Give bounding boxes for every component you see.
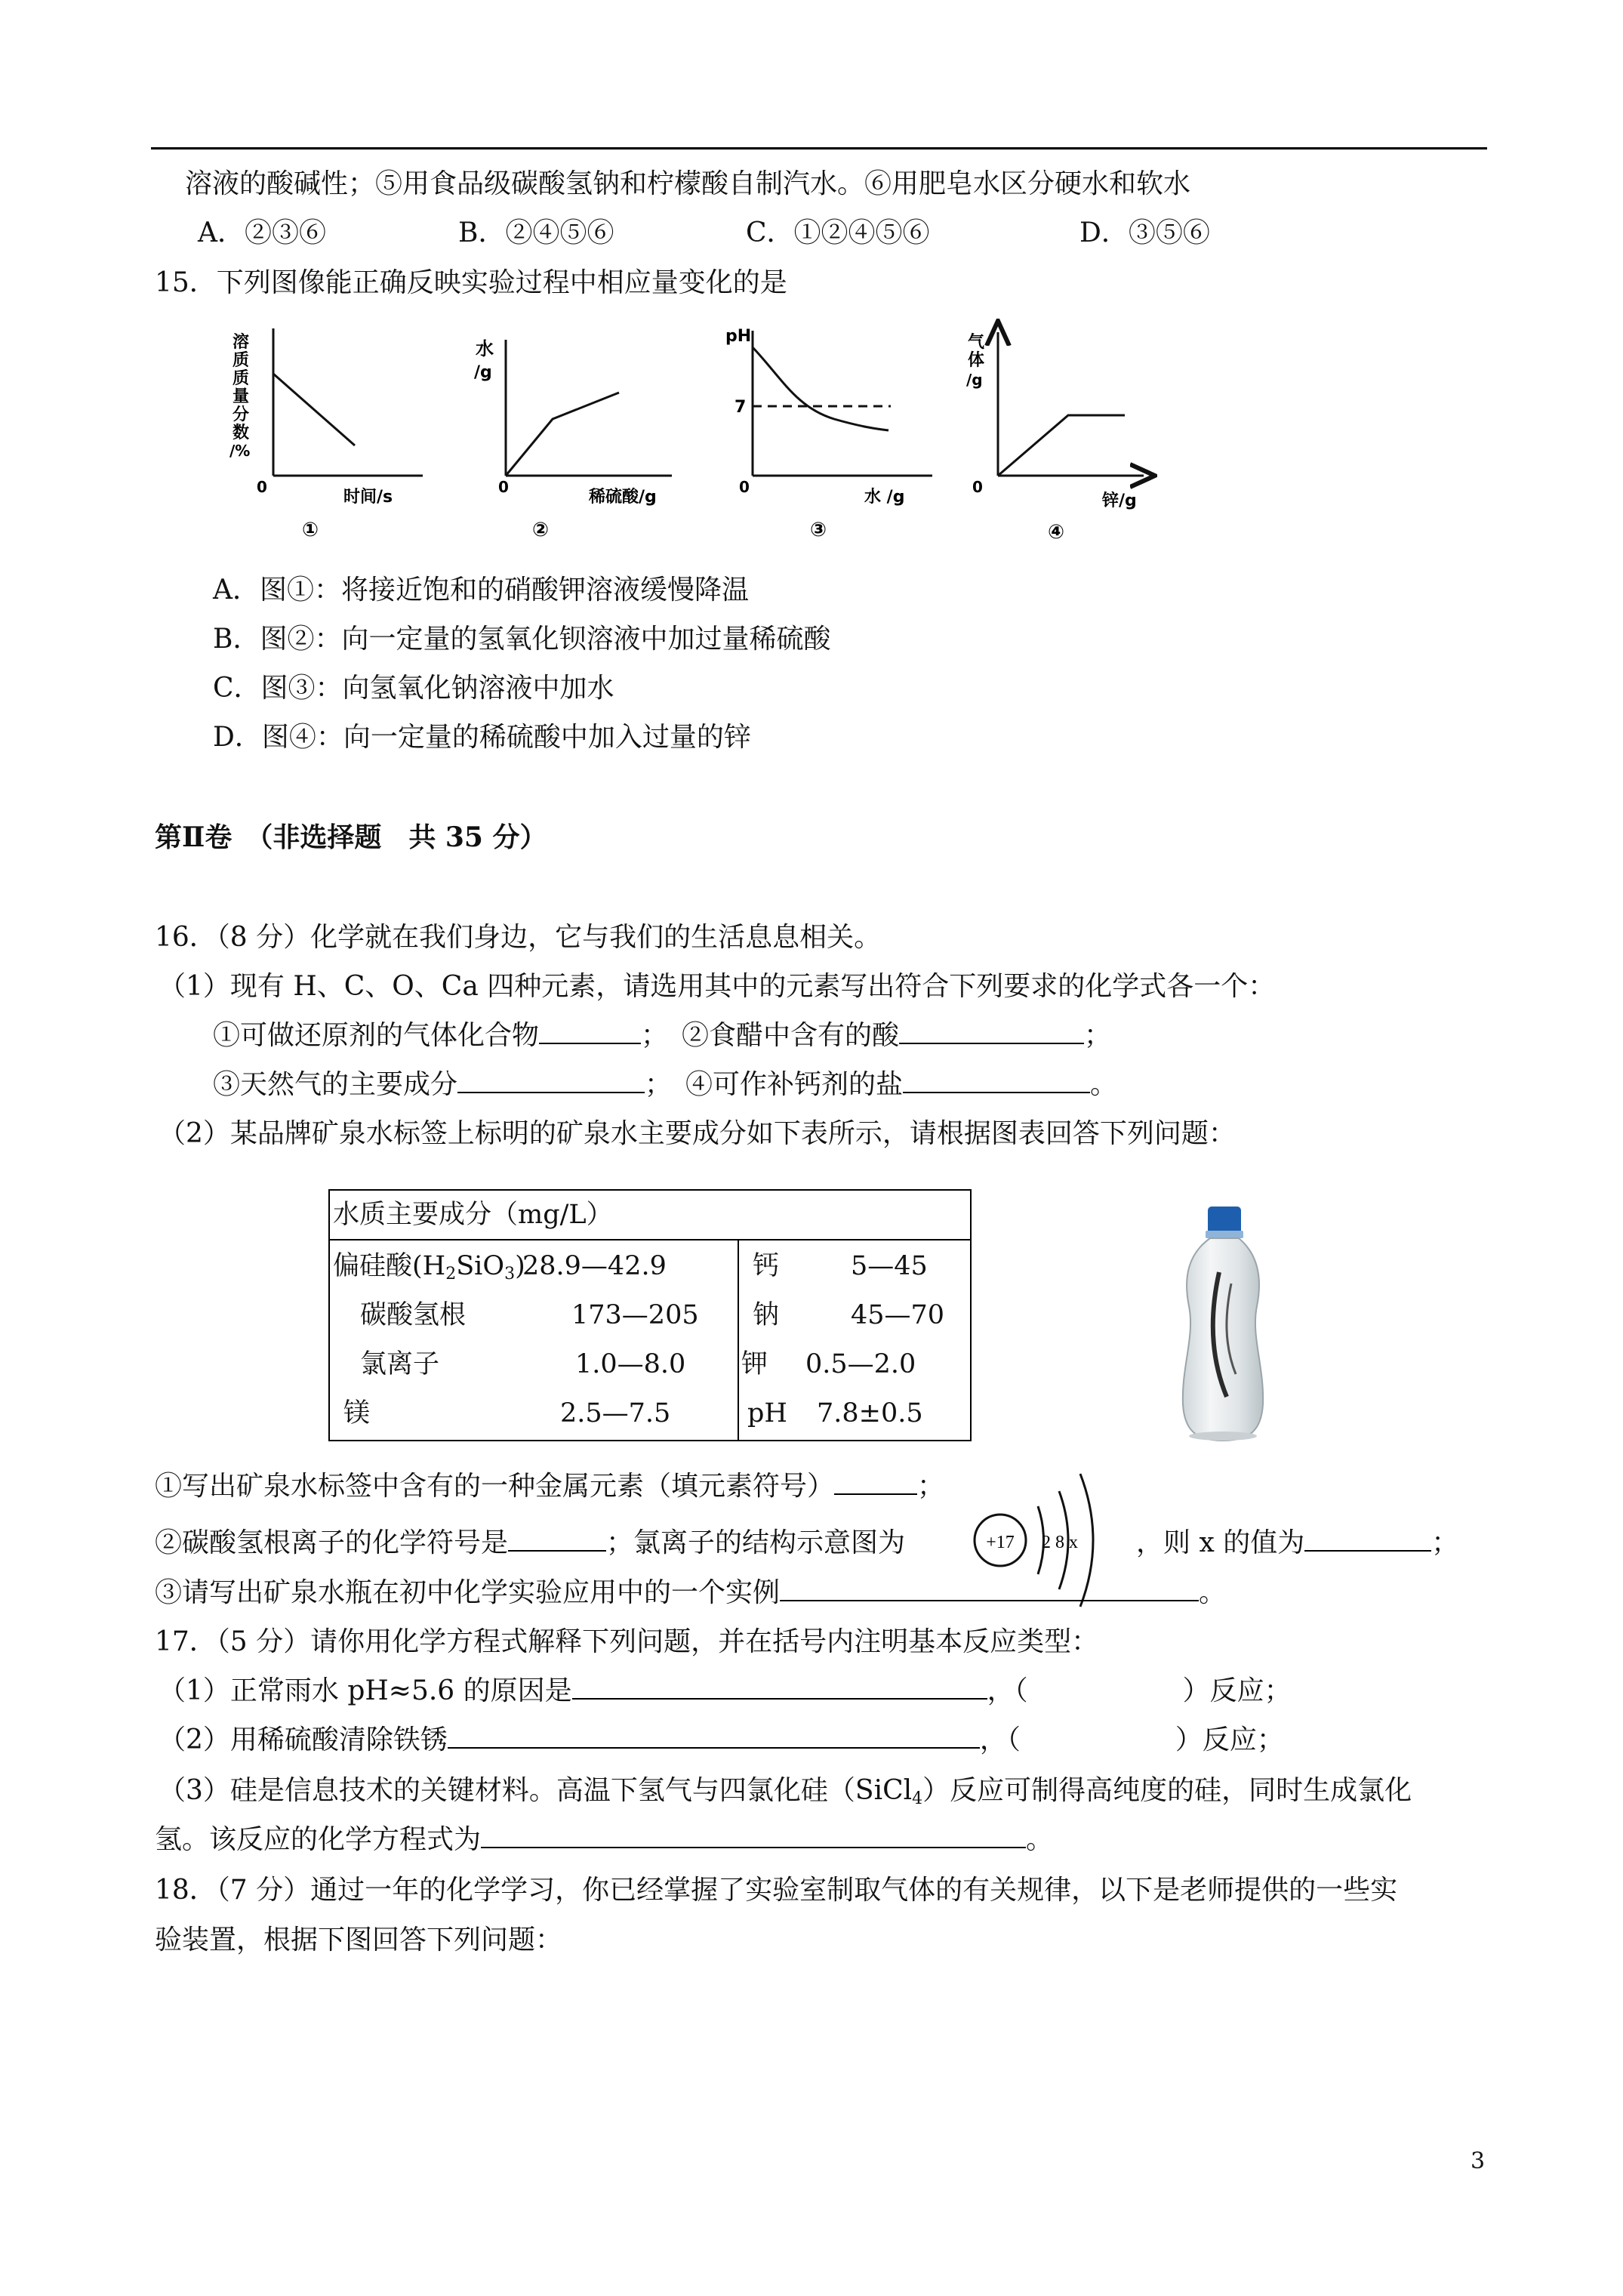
graph-4-caption: ④: [1048, 521, 1065, 544]
table-c4-name: pH: [747, 1398, 787, 1428]
q16-sub2-text-c: ，则 x 的值为: [1136, 1527, 1305, 1558]
q17-answer-blank-2[interactable]: [448, 1724, 980, 1749]
graph-4: [959, 317, 1170, 547]
graph-4-origin: 0: [972, 478, 983, 496]
q16-part1-a-text: ①可做还原剂的气体化合物: [213, 1020, 540, 1051]
q17-paren-open-2: ，（: [979, 1724, 1021, 1755]
graph-3-xlabel: 水 /g: [864, 488, 905, 507]
q15-stem: 15．下列图像能正确反映实验过程中相应量变化的是: [155, 267, 787, 298]
nucleus-charge: +17: [986, 1533, 1015, 1552]
q17-answer-blank-1[interactable]: [572, 1675, 987, 1700]
q17-part1: [159, 1675, 1292, 1708]
table-c2-value: 45—70: [851, 1300, 945, 1330]
q18-line1: 18．（7 分）通过一年的化学学习，你已经掌握了实验室制取气体的有关规律，以下是老师提供的一些实: [155, 1875, 1398, 1906]
q16-sub2-text-a: ②碳酸氢根离子的化学符号是: [155, 1527, 509, 1558]
graph-3-curve: [753, 347, 888, 430]
graph-1-ylabel-0: 溶: [233, 333, 250, 352]
q16-stem: 16．（8 分）化学就在我们身边，它与我们的生活息息相关。: [155, 922, 882, 953]
graph-2-ylabel-1: /g: [474, 363, 492, 382]
q17-part2-text: （2）用稀硫酸清除铁锈: [159, 1724, 448, 1755]
q16-sub2-text-b: ；氯离子的结构示意图为: [606, 1527, 906, 1558]
q16-answer-blank-d[interactable]: [903, 1069, 1090, 1093]
q16-part1-c: ③天然气的主要成分 ； ④可作补钙剂的盐 。: [213, 1069, 1118, 1100]
q16-part1: （1）现有 H、C、O、Ca 四种元素，请选用其中的元素写出符合下列要求的化学式各一个：: [159, 971, 1276, 1002]
q16-sub1: ①写出矿泉水标签中含有的一种金属元素（填元素符号） ；: [155, 1471, 945, 1502]
q17-part3-line1: [159, 1774, 1412, 1816]
graph-1-ylabel-4: 分: [233, 405, 250, 424]
q16-part1-d-text: ④可作补钙剂的盐: [685, 1069, 904, 1100]
q16-sub3: ③请写出矿泉水瓶在初中化学实验应用中的一个实例 。: [155, 1577, 1227, 1608]
q18-line2: 验装置，根据下图回答下列问题：: [155, 1925, 563, 1955]
q17-answer-blank-3[interactable]: [481, 1824, 1026, 1848]
q16-part1-b-text: ②食醋中含有的酸: [682, 1020, 900, 1051]
q17-stem: 17．（5 分）请你用化学方程式解释下列问题，并在括号内注明基本反应类型：: [155, 1626, 1099, 1657]
table-r4-value: 2.5—7.5: [560, 1398, 671, 1428]
graph-1-ylabel-6: /%: [229, 442, 251, 460]
graph-1-caption: ①: [302, 519, 319, 541]
graph-4-xlabel: 锌/g: [1102, 492, 1137, 510]
q17-part2: [159, 1724, 1284, 1757]
q15-option-a: A．图①：将接近饱和的硝酸钾溶液缓慢降温: [213, 575, 749, 606]
table-c1-name: 钙: [753, 1251, 780, 1281]
q15-option-b: B．图②：向一定量的氢氧化钡溶液中加过量稀硫酸: [213, 624, 831, 655]
q14-tail-text: 溶液的酸碱性；⑤用食品级碳酸氢钠和柠檬酸自制汽水。⑥用肥皂水区分硬水和软水: [185, 168, 1191, 199]
q16-answer-blank-x[interactable]: [1304, 1527, 1431, 1552]
water-bottle-image: [1166, 1200, 1280, 1453]
graph-2-xlabel: 稀硫酸/g: [589, 488, 657, 507]
table-c2-name: 钠: [753, 1300, 780, 1330]
table-c3-name: 钾: [741, 1349, 768, 1379]
q16-sub1-text: ①写出矿泉水标签中含有的一种金属元素（填元素符号）: [155, 1471, 835, 1502]
q14-option-c: C．①②④⑤⑥: [746, 217, 930, 248]
q17-part1-text: （1）正常雨水 pH≈5.6 的原因是: [159, 1675, 572, 1706]
graph-2-caption: ②: [532, 519, 550, 541]
graph-4-ylabel-1: 体: [968, 351, 985, 370]
table-r4-name: 镁: [343, 1398, 371, 1428]
q16-sub2-tail: ，则 x 的值为 ；: [1136, 1527, 1459, 1558]
graph-1-ylabel-5: 数: [233, 424, 250, 442]
graph-3-tick-7: 7: [735, 398, 747, 417]
graph-4-ylabel-2: /g: [966, 371, 983, 389]
q16-answer-blank-s2a[interactable]: [508, 1527, 606, 1552]
graph-1-ylabel-3: 量: [233, 387, 250, 406]
q15-option-d: D．图④：向一定量的稀硫酸中加入过量的锌: [213, 722, 751, 753]
graph-4-curve: [998, 415, 1125, 476]
water-composition-table: [328, 1189, 972, 1441]
q17-paren-close-2: ）反应；: [1175, 1724, 1284, 1755]
q16-part1-a: ①可做还原剂的气体化合物 ； ②食醋中含有的酸 ；: [213, 1020, 1112, 1051]
table-r1-name: 偏硅酸$(H_2SiO_3)$: [333, 1251, 525, 1284]
q16-answer-blank-c[interactable]: [457, 1069, 645, 1093]
header-rule: [151, 147, 1487, 149]
graph-1-ylabel-2: 质: [233, 369, 250, 388]
graph-3: [721, 317, 940, 547]
q16-answer-blank-s3[interactable]: [780, 1577, 1199, 1601]
q16-part1-c-text: ③天然气的主要成分: [213, 1069, 458, 1100]
q17-part3-text-a: （3）硅是信息技术的关键材料。高温下氢气与四氯化硅（SiCl: [159, 1775, 913, 1806]
table-c4-value: 7.8±0.5: [817, 1398, 923, 1428]
table-c3-value: 0.5—2.0: [805, 1349, 916, 1379]
section-2-title: 第Ⅱ卷 （非选择题 共 35 分）: [155, 821, 547, 853]
graph-1-origin: 0: [257, 478, 267, 496]
electron-shells: 2 8 x: [1042, 1533, 1078, 1552]
q16-sub3-text: ③请写出矿泉水瓶在初中化学实验应用中的一个实例: [155, 1577, 781, 1608]
graph-1-curve: [273, 374, 355, 445]
q16-answer-blank-b[interactable]: [899, 1020, 1084, 1044]
q15-option-c: C．图③：向氢氧化钠溶液中加水: [213, 673, 614, 704]
q16-answer-blank-s1[interactable]: [834, 1471, 917, 1495]
graph-3-origin: 0: [739, 478, 750, 496]
graph-3-caption: ③: [810, 519, 827, 541]
graph-2-curve: [506, 393, 619, 476]
table-r2-name: 碳酸氢根: [360, 1300, 467, 1330]
graph-1-ylabel-1: 质: [233, 351, 250, 370]
graph-3-ylabel-0: pH: [725, 327, 752, 346]
graph-2-ylabel-0: 水: [476, 338, 494, 359]
graph-4-ylabel-0: 气: [968, 333, 985, 352]
q16-answer-blank-a[interactable]: [539, 1020, 641, 1044]
graph-1: [226, 317, 430, 547]
q17-part3-line2: 氢。该反应的化学方程式为 。: [155, 1824, 1054, 1855]
table-header: 水质主要成分（mg/L）: [333, 1200, 613, 1230]
q16-sub2: [155, 1527, 905, 1560]
graph-2: [468, 317, 679, 547]
table-r3-value: 1.0—8.0: [575, 1349, 686, 1379]
q17-part3-text-c: 氢。该反应的化学方程式为: [155, 1824, 482, 1855]
q14-option-d: D．③⑤⑥: [1079, 217, 1210, 248]
q14-option-a: A．②③⑥: [198, 217, 326, 248]
q17-paren-close-1: ）反应；: [1182, 1675, 1292, 1706]
graph-1-xlabel: 时间/s: [343, 488, 393, 507]
table-r3-name: 氯离子: [360, 1349, 440, 1379]
q14-option-b: B．②④⑤⑥: [458, 217, 614, 248]
table-c1-value: 5—45: [851, 1251, 928, 1281]
page-number: 3: [1471, 2148, 1486, 2174]
q16-part2: （2）某品牌矿泉水标签上标明的矿泉水主要成分如下表所示，请根据图表回答下列问题：: [159, 1118, 1236, 1149]
q17-part3-sub: 4: [912, 1789, 923, 1808]
table-r2-value: 173—205: [571, 1300, 699, 1330]
table-r1-value: 28.9—42.9: [522, 1251, 667, 1281]
graph-2-origin: 0: [498, 478, 509, 496]
q17-part3-text-b: ）反应可制得高纯度的硅，同时生成氯化: [922, 1775, 1412, 1806]
q17-paren-open-1: ，（: [987, 1675, 1028, 1706]
